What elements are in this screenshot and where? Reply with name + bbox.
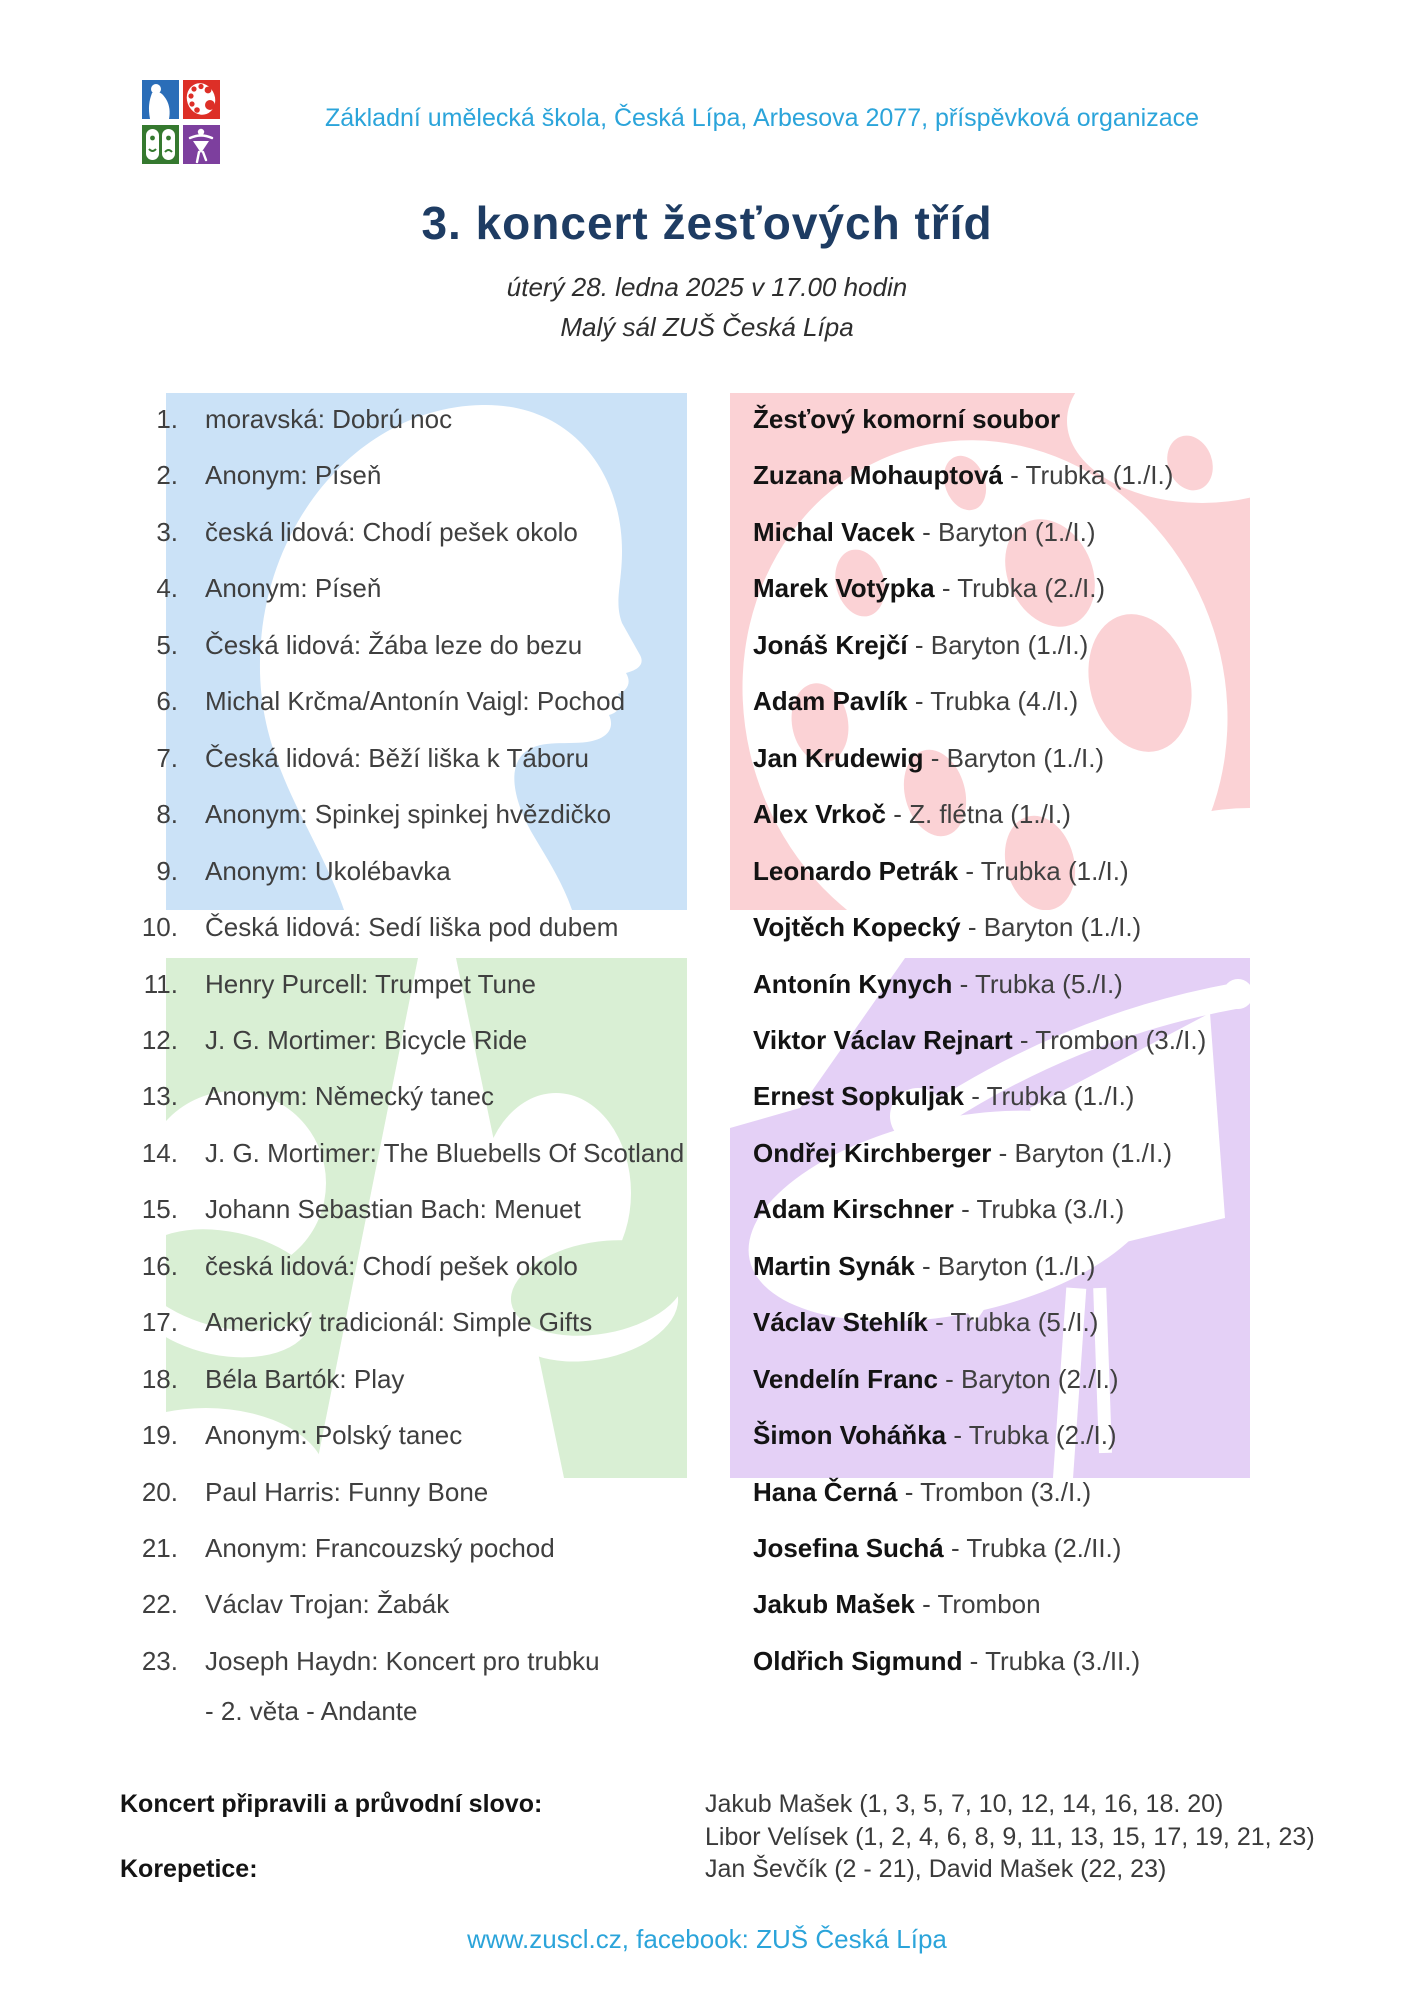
program-number: 2.	[156, 460, 178, 490]
program-number: 13.	[141, 1081, 178, 1111]
program-number: 17.	[141, 1307, 178, 1337]
performer	[753, 404, 1060, 434]
performer-name: Zuzana Mohauptová	[753, 460, 1003, 490]
program-number: 5.	[156, 630, 178, 660]
program-number: 23.	[141, 1646, 178, 1676]
piece-title: moravská: Dobrú noc	[205, 404, 453, 434]
school-name-line: Základní umělecká škola, Česká Lípa, Arbesova 2077, příspěvková organizace	[324, 104, 1200, 132]
performer	[753, 517, 1096, 547]
performer-name: Antonín Kynych	[753, 969, 953, 999]
piece-title: Béla Bartók: Play	[205, 1364, 405, 1394]
piece-title: Česká lidová: Běží liška k Táboru	[205, 743, 589, 773]
piece-title: Anonym: Polský tanec	[205, 1420, 463, 1450]
piece-title: Anonym: Spinkej spinkej hvězdičko	[205, 799, 612, 829]
performer-name: Ondřej Kirchberger	[753, 1138, 992, 1168]
performer	[753, 686, 1078, 716]
program-number: 3.	[156, 517, 178, 547]
piece-title: J. G. Mortimer: The Bluebells Of Scotland	[205, 1138, 685, 1168]
performer-name: Šimon Voháňka	[753, 1420, 947, 1450]
performer-instrument: - Trombon (3./I.)	[1012, 1025, 1207, 1055]
korepetice-label: Korepetice:	[120, 1855, 258, 1883]
performer-name: Václav Stehlík	[753, 1307, 928, 1337]
performer-instrument: - Trubka (2./II.)	[943, 1533, 1122, 1563]
piece-title: Johann Sebastian Bach: Menuet	[205, 1194, 581, 1224]
performer	[753, 1138, 1172, 1168]
performer-name: Michal Vacek	[753, 517, 915, 547]
performer-name: Vendelín Franc	[753, 1364, 938, 1394]
program-number: 21.	[141, 1533, 178, 1563]
performer-name: Vojtěch Kopecký	[753, 912, 961, 942]
piece-title: Václav Trojan: Žabák	[205, 1589, 450, 1619]
performer-instrument: - Baryton (1./I.)	[914, 517, 1096, 547]
performer	[753, 1194, 1124, 1224]
performer-name: Alex Vrkoč	[753, 799, 886, 829]
performer	[753, 1081, 1134, 1111]
performer-name: Josefina Suchá	[753, 1533, 944, 1563]
program-number: 11.	[143, 969, 178, 999]
prepared-by-line-1: Jakub Mašek (1, 3, 5, 7, 10, 12, 14, 16, 18. 20)	[705, 1790, 1224, 1818]
piece-title-line2: - 2. věta - Andante	[205, 1696, 418, 1726]
piece-title: Paul Harris: Funny Bone	[205, 1477, 489, 1507]
program-number: 12.	[141, 1025, 178, 1055]
program-number: 4.	[156, 573, 178, 603]
performer-name: Jonáš Krejčí	[753, 630, 908, 660]
performer	[753, 1307, 1098, 1337]
performer-instrument: - Baryton (1./I.)	[914, 1251, 1096, 1281]
piece-title: Česká lidová: Žába leze do bezu	[205, 630, 583, 660]
performer	[753, 573, 1105, 603]
performer-name: Jan Krudewig	[753, 743, 924, 773]
performer-name: Oldřich Sigmund	[753, 1646, 963, 1676]
piece-title: Anonym: Německý tanec	[205, 1081, 495, 1111]
prepared-by-line-2: Libor Velísek (1, 2, 4, 6, 8, 9, 11, 13, 15, 17, 19, 21, 23)	[705, 1823, 1315, 1851]
performer-name: Ernest Sopkuljak	[753, 1081, 964, 1111]
program-number: 7.	[156, 743, 178, 773]
performer	[753, 1533, 1121, 1563]
footer-website-line: www.zuscl.cz, facebook: ZUŠ Česká Lípa	[467, 1924, 947, 1954]
piece-title: J. G. Mortimer: Bicycle Ride	[205, 1025, 528, 1055]
performer	[753, 912, 1141, 942]
program-number: 10.	[141, 912, 178, 942]
performer-name: Marek Votýpka	[753, 573, 935, 603]
performer	[753, 1589, 1041, 1619]
performer-instrument: - Baryton (2./I.)	[937, 1364, 1119, 1394]
performer	[753, 1025, 1206, 1055]
performer-name: Adam Pavlík	[753, 686, 908, 716]
performer-instrument: - Trubka (2./I.)	[934, 573, 1106, 603]
performer	[753, 460, 1173, 490]
performer	[753, 1420, 1117, 1450]
performer-name: Leonardo Petrák	[753, 856, 959, 886]
performer-instrument: - Baryton (1./I.)	[907, 630, 1089, 660]
piece-title: Michal Krčma/Antonín Vaigl: Pochod	[205, 686, 626, 716]
performer	[753, 743, 1104, 773]
performer-name: Jakub Mašek	[753, 1589, 915, 1619]
performer-instrument: - Trombon	[914, 1589, 1041, 1619]
program-number: 20.	[141, 1477, 178, 1507]
performer-instrument: - Baryton (1./I.)	[923, 743, 1105, 773]
program-number: 15.	[141, 1194, 178, 1224]
program-number: 6.	[156, 686, 178, 716]
performer-instrument: - Trubka (2./I.)	[946, 1420, 1117, 1450]
piece-title: Americký tradicionál: Simple Gifts	[205, 1307, 593, 1337]
program-number: 18.	[141, 1364, 178, 1394]
piece-title: Joseph Haydn: Koncert pro trubku - 2. věta - Andante	[205, 1646, 600, 1726]
performer	[753, 1364, 1119, 1394]
performer	[753, 856, 1129, 886]
performer	[753, 1251, 1095, 1281]
piece-title: Henry Purcell: Trumpet Tune	[205, 969, 536, 999]
performer-instrument: - Baryton (1./I.)	[991, 1138, 1173, 1168]
prepared-by-label: Koncert připravili a průvodní slovo:	[120, 1790, 543, 1818]
performer-instrument: - Trubka (3./I.)	[953, 1194, 1125, 1224]
performer-instrument: - Trubka (5./I.)	[952, 969, 1123, 999]
performer	[753, 1477, 1091, 1507]
program-number: 8.	[156, 799, 178, 829]
program-number: 14.	[141, 1138, 178, 1168]
piece-title: česká lidová: Chodí pešek okolo	[205, 517, 578, 547]
performer-instrument: - Trubka (1./I.)	[963, 1081, 1135, 1111]
performer-instrument: - Trubka (1./I.)	[958, 856, 1129, 886]
program-number: 19.	[141, 1420, 178, 1450]
performer-name: Martin Synák	[753, 1251, 915, 1281]
concert-datetime: úterý 28. ledna 2025 v 17.00 hodin	[506, 272, 908, 302]
performer-name: Žesťový komorní soubor	[753, 404, 1061, 434]
piece-title: Anonym: Francouzský pochod	[205, 1533, 555, 1563]
program-number: 16.	[141, 1251, 178, 1281]
performer-name: Adam Kirschner	[753, 1194, 954, 1224]
program-number: 9.	[156, 856, 178, 886]
page-title: 3. koncert žesťových tříd	[421, 197, 993, 249]
piece-title: Anonym: Ukolébavka	[205, 856, 451, 886]
performer-instrument: - Trubka (3./II.)	[962, 1646, 1141, 1676]
performer	[753, 630, 1088, 660]
performer	[753, 1646, 1140, 1676]
program-number: 22.	[141, 1589, 178, 1619]
program-number: 1.	[156, 404, 178, 434]
piece-title: Anonym: Píseň	[205, 460, 382, 490]
performer-name: Hana Černá	[753, 1477, 898, 1507]
performer-instrument: - Trubka (1./I.)	[1002, 460, 1174, 490]
piece-title: Anonym: Píseň	[205, 573, 382, 603]
performer-instrument: - Trombon (3./I.)	[897, 1477, 1092, 1507]
piece-title: česká lidová: Chodí pešek okolo	[205, 1251, 578, 1281]
performer-instrument: - Baryton (1./I.)	[960, 912, 1142, 942]
concert-venue: Malý sál ZUŠ Česká Lípa	[560, 312, 854, 342]
performer	[753, 969, 1123, 999]
performer-instrument: - Z. flétna (1./I.)	[885, 799, 1071, 829]
piece-title: Česká lidová: Sedí liška pod dubem	[205, 912, 619, 942]
performer-instrument: - Trubka (4./I.)	[907, 686, 1079, 716]
korepetice-line: Jan Ševčík (2 - 21), David Mašek (22, 23)	[705, 1855, 1167, 1883]
performer-name: Viktor Václav Rejnart	[753, 1025, 1013, 1055]
performer-instrument: - Trubka (5./I.)	[927, 1307, 1099, 1337]
performer	[753, 799, 1071, 829]
